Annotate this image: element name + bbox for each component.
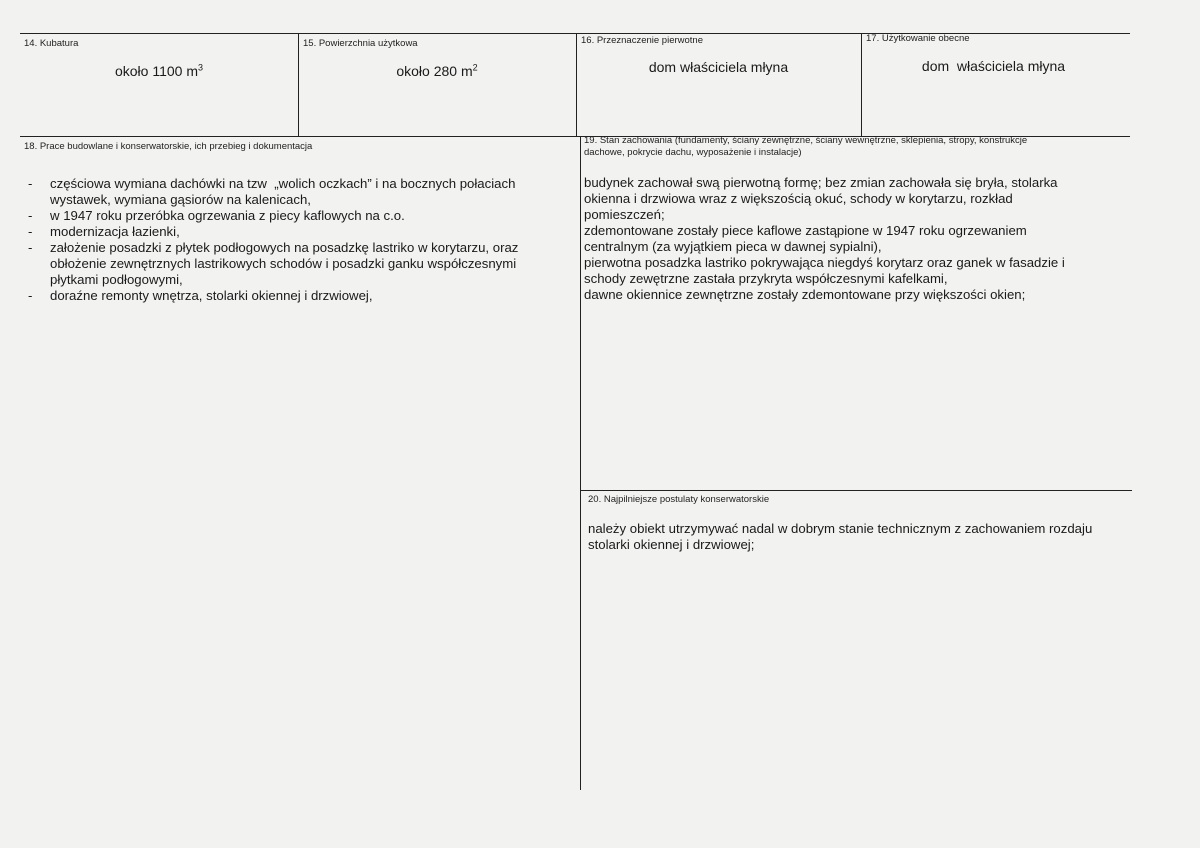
stan-label-line: 19. Stan zachowania (fundamenty, ściany zewnętrzne, ściany wewnętrzne, sklepienia, stropy, konstrukcje bbox=[584, 135, 1028, 146]
kubatura-exponent: 3 bbox=[198, 62, 204, 73]
list-item bbox=[28, 208, 568, 224]
stan-label bbox=[584, 135, 1027, 159]
stan-line: budynek zachował swą pierwotną formę; bez zmian zachowała się bryła, stolarka bbox=[584, 175, 1058, 190]
list-item-line: płytkami podłogowymi, bbox=[50, 272, 183, 287]
postulaty-label: 20. Najpilniejsze postulaty konserwatorskie bbox=[588, 494, 770, 505]
stan-line: pomieszczeń; bbox=[584, 207, 665, 222]
powierzchnia-label: 15. Powierzchnia użytkowa bbox=[303, 38, 418, 49]
kubatura-value: około 1100 $m^3$ bbox=[114, 62, 204, 79]
list-bullet: - bbox=[28, 224, 33, 239]
stan-line: schody zewętrzne zastała przykryta współczesnymi kafelkami, bbox=[584, 271, 948, 286]
main-col-divider bbox=[580, 136, 581, 790]
list-bullet: - bbox=[28, 176, 33, 191]
powierzchnia-value: około 280 $m^2$ bbox=[396, 62, 478, 79]
list-item bbox=[28, 224, 568, 240]
prace-list bbox=[28, 176, 568, 304]
postulaty-line: należy obiekt utrzymywać nadal w dobrym stanie technicznym z zachowaniem rozdaju bbox=[588, 521, 1093, 536]
uzytkowanie-value: dom właściciela młyna bbox=[921, 58, 1066, 74]
powierzchnia-exponent: 2 bbox=[472, 62, 478, 73]
list-item-line: modernizacja łazienki, bbox=[50, 224, 180, 239]
list-item bbox=[28, 240, 568, 288]
prace-label: 18. Prace budowlane i konserwatorskie, ich przebieg i dokumentacja bbox=[24, 141, 313, 152]
stan-text bbox=[584, 175, 1065, 303]
list-bullet: - bbox=[28, 208, 33, 223]
list-bullet: - bbox=[28, 240, 33, 255]
stan-line: dawne okiennice zewnętrzne zostały zdemontowane przy większości okien; bbox=[584, 287, 1026, 302]
stan-line: okienna i drzwiowa wraz z większością okuć, schody w korytarzu, rozkład bbox=[584, 191, 1013, 206]
list-item-line: obłożenie zewnętrznych lastrikowych schodów i posadzki ganku współczesnymi bbox=[50, 256, 517, 271]
kubatura-label: 14. Kubatura bbox=[24, 38, 79, 49]
list-item-line: założenie posadzki z płytek podłogowych na posadzkę lastriko w korytarzu, oraz bbox=[50, 240, 519, 255]
list-item bbox=[28, 288, 568, 304]
uzytkowanie-label: 17. Użytkowanie obecne bbox=[866, 33, 970, 44]
stan-label-line: dachowe, pokrycie dachu, wyposażenie i instalacje) bbox=[584, 147, 802, 158]
list-item-line: częściowa wymiana dachówki na tzw „wolich oczkach” i na bocznych połaciach bbox=[50, 176, 516, 191]
postulaty-line: stolarki okiennej i drzwiowej; bbox=[588, 537, 755, 552]
list-item bbox=[28, 176, 568, 208]
list-bullet: - bbox=[28, 288, 33, 303]
row2-split-border bbox=[580, 490, 1132, 491]
przeznaczenie-value: dom właściciela młyna bbox=[648, 59, 789, 75]
col-divider-2 bbox=[576, 33, 577, 136]
stan-line: zdemontowane zostały piece kaflowe zastąpione w 1947 roku ogrzewaniem bbox=[584, 223, 1027, 238]
stan-line: centralnym (za wyjątkiem pieca w dawnej sypialni), bbox=[584, 239, 882, 254]
list-item-line: wystawek, wymiana gąsiorów na kalenicach, bbox=[50, 192, 311, 207]
list-item-line: doraźne remonty wnętrza, stolarki okiennej i drzwiowej, bbox=[50, 288, 373, 303]
col-divider-3 bbox=[861, 33, 862, 136]
przeznaczenie-label: 16. Przeznaczenie pierwotne bbox=[581, 35, 703, 46]
stan-line: pierwotna posadzka lastriko pokrywająca niegdyś korytarz oraz ganek w fasadzie i bbox=[584, 255, 1065, 270]
list-item-line: w 1947 roku przeróbka ogrzewania z piecy kaflowych na c.o. bbox=[50, 208, 405, 223]
postulaty-text bbox=[588, 521, 1092, 553]
col-divider-1 bbox=[298, 33, 299, 136]
